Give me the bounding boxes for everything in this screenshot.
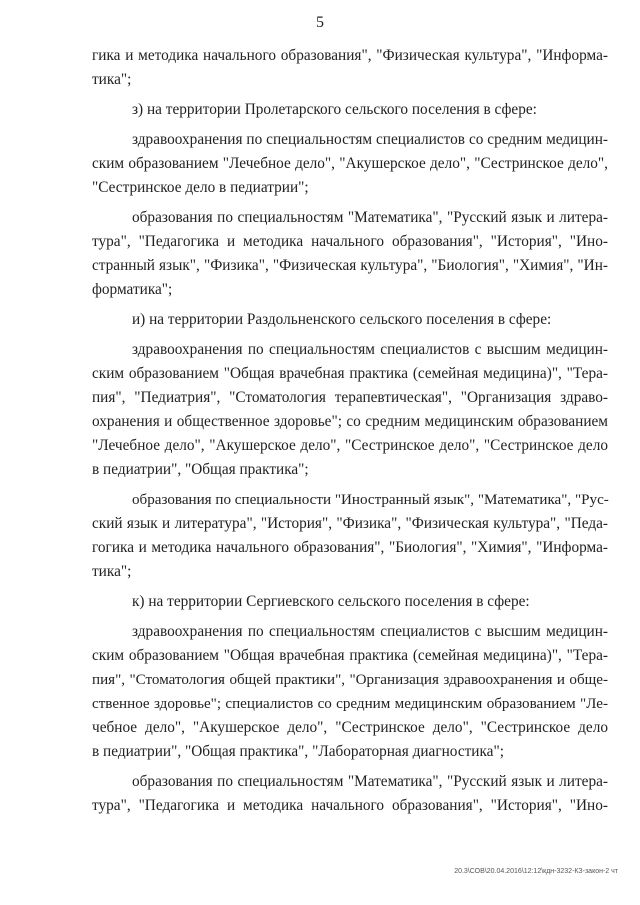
document-footer-code: 20.3\СОВ\20.04.2016\12:12\кдн-3232-КЗ-закон-2 чт xyxy=(454,868,618,875)
text-line: форматика"; xyxy=(92,281,173,298)
text-line: "Сестринское дело в педиатрии"; xyxy=(92,179,309,196)
text-line: образования по специальности "Иностранный язык", "Математика", "Рус- xyxy=(132,492,609,508)
text-line: чебное дело", "Акушерское дело", "Сестринское дело", "Сестринское дело xyxy=(92,719,608,736)
text-line: ский язык и литература", "История", "Физика", "Физическая культура", "Педа- xyxy=(92,515,608,532)
text-line: ственное здоровье"; специалистов со средним медицинским образованием "Ле- xyxy=(92,696,608,712)
text-line: ским образованием "Общая врачебная практика (семейная медицина)", "Тера- xyxy=(92,365,608,382)
text-line: охранения и общественное здоровье"; со средним медицинским образованием xyxy=(92,413,608,430)
text-line: здравоохранения по специальностям специалистов со средним медицин- xyxy=(132,131,608,148)
page-number: 5 xyxy=(316,14,324,31)
text-line: в педиатрии", "Общая практика"; xyxy=(92,461,309,478)
text-line: и) на территории Раздольненского сельского поселения в сфере: xyxy=(132,311,552,328)
text-line: образования по специальностям "Математика", "Русский язык и литера- xyxy=(132,773,608,790)
text-line: тура", "Педагогика и методика начального образования", "История", "Ино- xyxy=(92,233,608,250)
text-line: здравоохранения по специальностям специалистов с высшим медицин- xyxy=(132,623,608,640)
text-line: странный язык", "Физика", "Физическая культура", "Биология", "Химия", "Ин- xyxy=(92,257,608,274)
text-line: к) на территории Сергиевского сельского поселения в сфере: xyxy=(132,593,530,610)
text-line: пия", "Педиатрия", "Стоматология терапевтическая", "Организация здраво- xyxy=(92,389,608,406)
text-line: в педиатрии", "Общая практика", "Лабораторная диагностика"; xyxy=(92,743,504,760)
text-line: ским образованием "Лечебное дело", "Акушерское дело", "Сестринское дело", xyxy=(92,155,608,172)
text-line: тура", "Педагогика и методика начального образования", "История", "Ино- xyxy=(92,797,608,814)
text-line: "Лечебное дело", "Акушерское дело", "Сестринское дело", "Сестринское дело xyxy=(92,437,608,454)
text-line: гогика и методика начального образования", "Биология", "Химия", "Информа- xyxy=(92,539,608,556)
text-line: тика"; xyxy=(92,71,132,88)
text-line: тика"; xyxy=(92,563,132,580)
text-line: з) на территории Пролетарского сельского поселения в сфере: xyxy=(132,101,537,118)
text-line: ским образованием "Общая врачебная практика (семейная медицина)", "Тера- xyxy=(92,647,608,664)
text-line: образования по специальностям "Математика", "Русский язык и литера- xyxy=(132,209,608,226)
text-line: гика и методика начального образования", "Физическая культура", "Информа- xyxy=(92,47,608,64)
text-line: пия", "Стоматология общей практики", "Организация здравоохранения и обще- xyxy=(92,672,608,688)
text-line: здравоохранения по специальностям специалистов с высшим медицин- xyxy=(132,341,608,358)
